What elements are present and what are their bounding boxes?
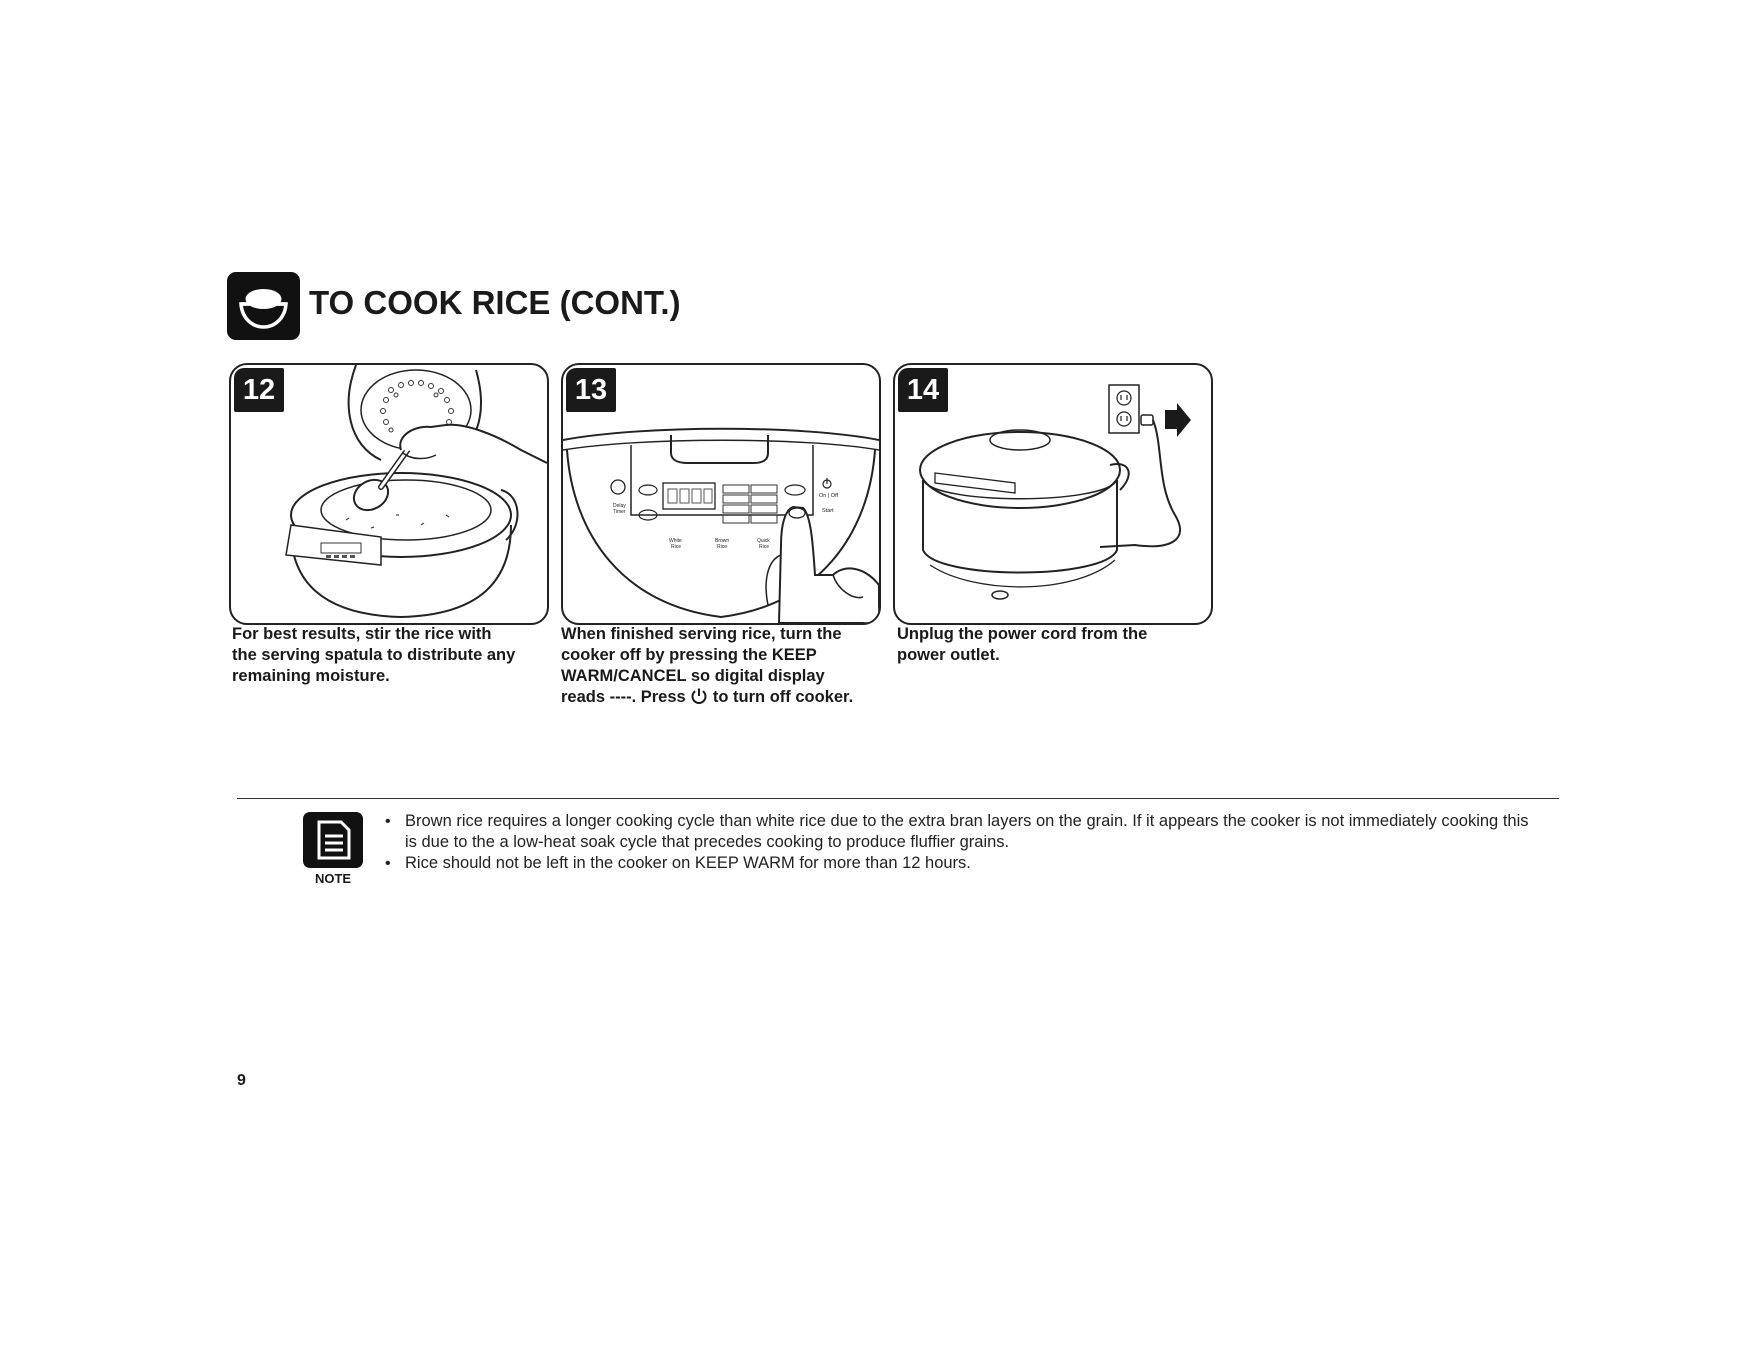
caption-line: the serving spatula to distribute any xyxy=(232,646,516,664)
step-12-panel xyxy=(229,363,549,625)
page-number: 9 xyxy=(237,1072,246,1089)
note-list xyxy=(385,811,1535,874)
step-13-panel xyxy=(561,363,881,625)
step-number-badge: 13 xyxy=(566,368,616,412)
svg-text:Rice: Rice xyxy=(717,544,728,550)
caption-text: to turn off cooker. xyxy=(708,688,854,706)
caption-line: WARM/CANCEL so digital display xyxy=(561,667,825,685)
svg-text:Brown: Brown xyxy=(715,538,730,544)
caption-line xyxy=(561,687,891,708)
step-14-caption xyxy=(897,624,1217,666)
step-14-panel xyxy=(893,363,1213,625)
svg-text:On | Off: On | Off xyxy=(819,493,839,499)
note-item: • Brown rice requires a longer cooking cycle than white rice due to the extra bran layers on the grain. If it appears the cooker is not immediately cooking this is due to the a low-heat soak cycle that precedes cooking to produce fluffier grains. xyxy=(385,811,1535,853)
svg-text:Delay: Delay xyxy=(613,503,626,509)
caption-line: When finished serving rice, turn the xyxy=(561,625,842,643)
step-13-caption xyxy=(561,624,891,708)
svg-text:White: White xyxy=(669,538,682,544)
caption-line: remaining moisture. xyxy=(232,667,390,685)
caption-line: power outlet. xyxy=(897,646,1000,664)
step-number-badge: 14 xyxy=(898,368,948,412)
caption-text: reads ----. Press xyxy=(561,688,691,706)
svg-text:Start: Start xyxy=(822,508,834,514)
svg-text:Rice: Rice xyxy=(759,544,770,550)
note-label: NOTE xyxy=(314,871,352,886)
note-document-icon xyxy=(303,812,363,868)
section-title: TO COOK RICE (CONT.) xyxy=(309,284,681,321)
power-icon xyxy=(690,687,708,705)
caption-line: cooker off by pressing the KEEP xyxy=(561,646,817,664)
step-number-badge: 12 xyxy=(234,368,284,412)
step-12-caption xyxy=(232,624,552,687)
caption-line: Unplug the power cord from the xyxy=(897,625,1148,643)
note-item: • Rice should not be left in the cooker on KEEP WARM for more than 12 hours. xyxy=(385,853,1535,874)
rice-bowl-icon xyxy=(227,272,300,340)
svg-text:Quick: Quick xyxy=(757,538,770,544)
svg-text:Timer: Timer xyxy=(613,509,626,515)
section-divider xyxy=(237,798,1559,799)
svg-text:Rice: Rice xyxy=(671,544,682,550)
caption-line: For best results, stir the rice with xyxy=(232,625,492,643)
